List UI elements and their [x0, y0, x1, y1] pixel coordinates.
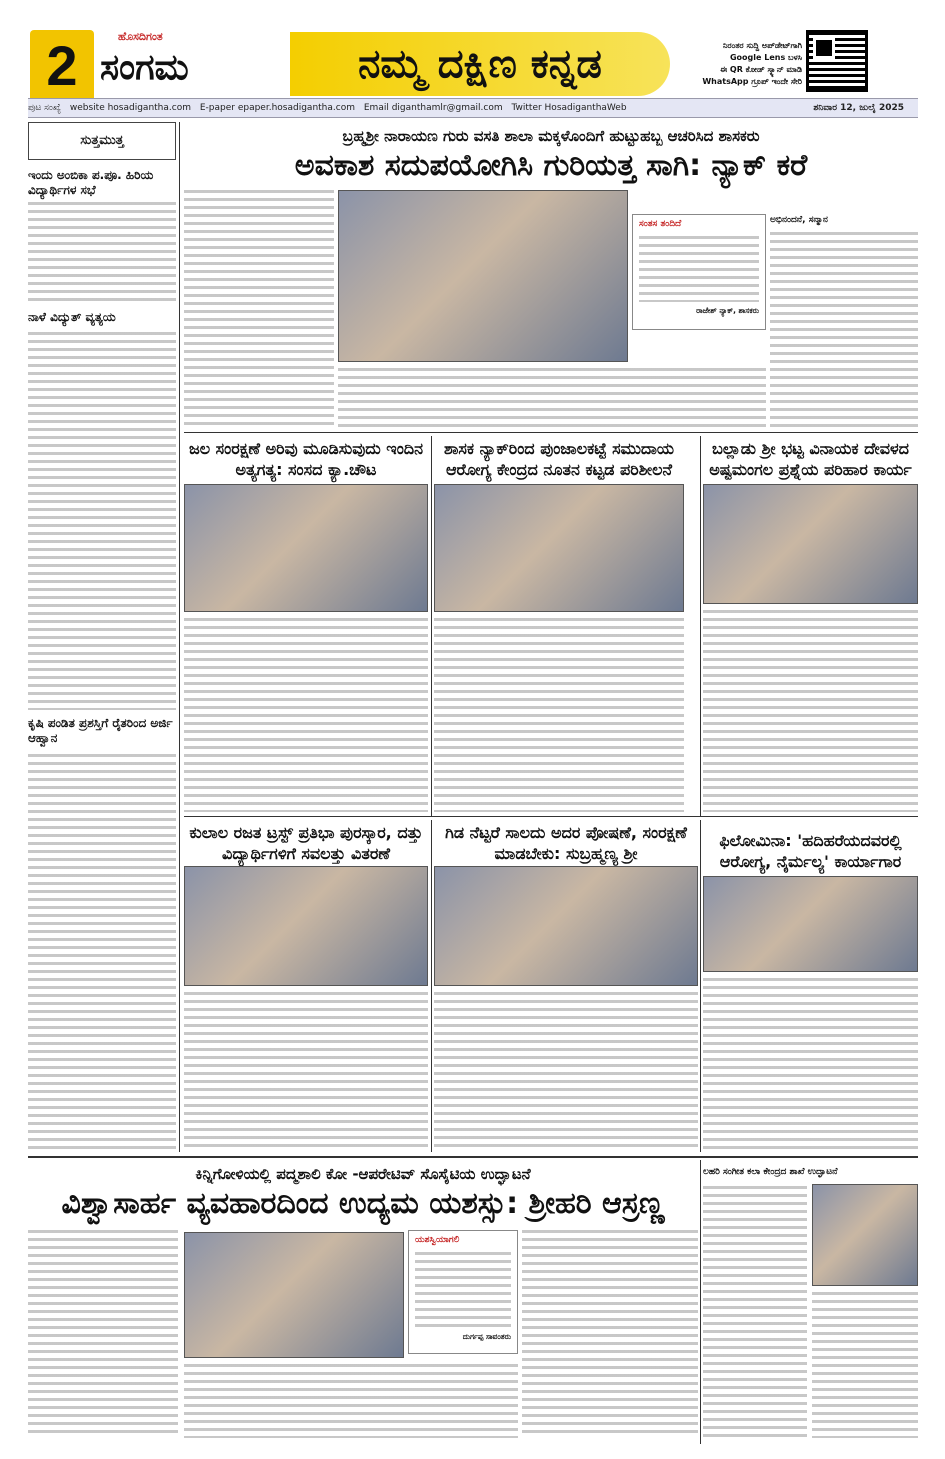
right-photo	[812, 1184, 918, 1286]
bottom-body-3	[184, 1362, 518, 1438]
lead-side-head: ಅಭಿನಂದನೆ, ಸನ್ಮಾನ	[770, 215, 828, 225]
column-divider	[179, 122, 180, 1152]
sidebar-body	[28, 752, 176, 1152]
column-divider	[700, 436, 701, 816]
story-headline: ಗಿಡ ನೆಟ್ಟರೆ ಸಾಲದು ಅದರ ಪೋಷಣೆ, ಸಂರಕ್ಷಣೆ ಮಾಡಬೇಕು: ಸುಬ್ರಹ್ಮಣ್ಯ ಶ್ರೀ	[445, 823, 687, 863]
qr-line: ಈ QR ಕೋಡ್ ಸ್ಕ್ಯಾನ್ ಮಾಡಿ	[720, 65, 802, 74]
sidebar-body	[28, 330, 176, 710]
masthead	[0, 0, 945, 98]
info-bar	[28, 98, 918, 118]
sidebar-logo: ಸುತ್ತಮುತ್ತ	[28, 122, 176, 160]
column-divider	[700, 1160, 701, 1444]
sidebar-headline: ಕೃಷಿ ಪಂಡಿತ ಪ್ರಶಸ್ತಿಗೆ ರೈತರಿಂದ ಅರ್ಜಿ ಆಹ್ವಾನ	[28, 716, 173, 745]
page-number: 2	[30, 30, 94, 102]
lead-headline: ಅವಕಾಶ ಸದುಪಯೋಗಿಸಿ ಗುರಿಯತ್ತ ಸಾಗಿ: ನ್ಯಾಕ್ ಕರೆ	[294, 148, 808, 183]
story-headline: ಫಿಲೋಮಿನಾ: 'ಹದಿಹರೆಯದವರಲ್ಲಿ ಆರೋಗ್ಯ, ನೈರ್ಮಲ್ಯ' ಕಾರ್ಯಾಗಾರ	[719, 831, 902, 871]
right-body	[703, 1184, 807, 1438]
story-headline: ಶಾಸಕ ನ್ಯಾಕ್‌ರಿಂದ ಪುಂಜಾಲಕಟ್ಟೆ ಸಮುದಾಯ ಆರೋಗ್ಯ ಕೇಂದ್ರದ ನೂತನ ಕಟ್ಟಡ ಪರಿಶೀಲನೆ	[443, 439, 675, 479]
right-headline: ಲಹರಿ ಸಂಗೀತ ಕಲಾ ಕೇಂದ್ರದ ಶಾಖೆ ಉದ್ಘಾಟನೆ	[703, 1167, 838, 1177]
quote-author: ರಾಜೇಶ್ ನ್ಯಾಕ್, ಶಾಸಕರು	[696, 306, 759, 315]
sidebar-body	[28, 200, 176, 305]
story-photo	[434, 866, 698, 986]
lead-body-2	[338, 366, 766, 428]
column-divider	[700, 820, 701, 1152]
row-divider	[28, 1156, 918, 1158]
quote-body	[415, 1250, 511, 1328]
story-body	[703, 976, 918, 1150]
quote-body	[639, 234, 759, 302]
qr-line: ನಿರಂತರ ಸುದ್ದಿ ಅಪ್‌ಡೇಟ್‌ಗಾಗಿ	[722, 41, 802, 50]
story-photo	[703, 876, 918, 972]
email-link[interactable]: Email diganthamlr@gmail.com	[363, 103, 503, 113]
story-photo	[184, 484, 428, 612]
lead-side-body	[770, 230, 918, 428]
story-photo	[703, 484, 918, 604]
bottom-quote-box	[408, 1230, 518, 1354]
qr-line: WhatsApp ಗ್ರೂಪ್ ಇಂದೇ ಸೇರಿ	[702, 77, 802, 86]
website-link[interactable]: website hosadigantha.com	[69, 103, 191, 113]
brand-small: ಹೊಸದಿಗಂತ	[118, 30, 163, 43]
bottom-body-2	[522, 1228, 698, 1438]
lead-body	[184, 188, 334, 428]
quote-author: ದುರ್ಗಪ್ಪ ಸಾವಂತರು	[462, 1332, 511, 1341]
epaper-link[interactable]: E-paper epaper.hosadigantha.com	[199, 103, 355, 113]
bottom-headline: ವಿಶ್ವಾಸಾರ್ಹ ವ್ಯವಹಾರದಿಂದ ಉದ್ಯಮ ಯಶಸ್ಸು: ಶ್ರೀಹರಿ ಆಸ್ರಣ್ಣ	[61, 1186, 665, 1221]
story-photo	[434, 484, 684, 612]
story-body	[184, 990, 428, 1150]
sidebar-headline: ಇಂದು ಅಂಬಿಕಾ ಪ.ಪೂ. ಹಿರಿಯ ವಿದ್ಯಾರ್ಥಿಗಳ ಸಭೆ	[28, 168, 154, 197]
story-photo	[184, 866, 428, 986]
quote-title: ಸಂತಸ ತಂದಿದೆ	[639, 219, 682, 229]
lead-quote-box	[632, 214, 766, 330]
story-body	[434, 990, 698, 1150]
sidebar-headline: ನಾಳೆ ವಿದ್ಯುತ್ ವ್ಯತ್ಯಯ	[28, 310, 116, 324]
issue-date: ಶನಿವಾರ 12, ಜುಲೈ 2025	[813, 103, 904, 113]
twitter-link[interactable]: Twitter HosadiganthaWeb	[511, 103, 627, 113]
story-body	[703, 608, 918, 812]
story-headline: ಜಲ ಸಂರಕ್ಷಣೆ ಅರಿವು ಮೂಡಿಸುವುದು ಇಂದಿನ ಅತ್ಯಗತ್ಯ: ಸಂಸದ ಕ್ಯಾ.ಚೌಟ	[188, 439, 424, 479]
column-divider	[431, 436, 432, 816]
column-divider	[431, 820, 432, 1152]
row-divider	[184, 432, 918, 433]
row-divider	[184, 816, 918, 817]
qr-instructions	[672, 40, 802, 88]
story-body	[434, 616, 684, 812]
story-headline: ಕುಲಾಲ ರಜತ ಟ್ರಸ್ಟ್ ಪ್ರತಿಭಾ ಪುರಸ್ಕಾರ, ದತ್ತು ವಿದ್ಯಾರ್ಥಿಗಳಿಗೆ ಸವಲತ್ತು ವಿತರಣೆ	[189, 823, 423, 863]
lead-kicker: ಬ್ರಹ್ಮಶ್ರೀ ನಾರಾಯಣ ಗುರು ವಸತಿ ಶಾಲಾ ಮಕ್ಕಳೊಂದಿಗೆ ಹುಟ್ಟುಹಬ್ಬ ಆಚರಿಸಿದ ಶಾಸಕರು	[342, 127, 760, 145]
page-label: ಪುಟ ಸಂಖ್ಯೆ	[28, 103, 61, 113]
bottom-photo	[184, 1232, 404, 1358]
quote-title: ಯಶಸ್ವಿಯಾಗಲಿ	[415, 1235, 460, 1245]
story-headline: ಬಲ್ಲಾಡು ಶ್ರೀ ಭಟ್ಟ ವಿನಾಯಕ ದೇವಳದ ಅಷ್ಟಮಂಗಲ ಪ್ರಶ್ನೆಯ ಪರಿಹಾರ ಕಾರ್ಯ	[709, 439, 912, 479]
qr-code-icon[interactable]	[806, 30, 868, 92]
brand-title: ಸಂಗಮ	[100, 47, 189, 88]
qr-line: Google Lens ಬಳಸಿ	[729, 53, 802, 62]
story-body	[184, 616, 428, 812]
bottom-kicker: ಕಿನ್ನಿಗೋಳಿಯಲ್ಲಿ ಪದ್ಮಶಾಲಿ ಕೋ -ಆಪರೇಟಿವ್ ಸೊಸೈಟಿಯ ಉದ್ಘಾಟನೆ	[195, 1165, 531, 1183]
bottom-body	[28, 1228, 178, 1438]
right-body-2	[812, 1290, 918, 1438]
lead-photo	[338, 190, 628, 362]
section-title: ನಮ್ಮ ದಕ್ಷಿಣ ಕನ್ನಡ	[290, 32, 670, 96]
